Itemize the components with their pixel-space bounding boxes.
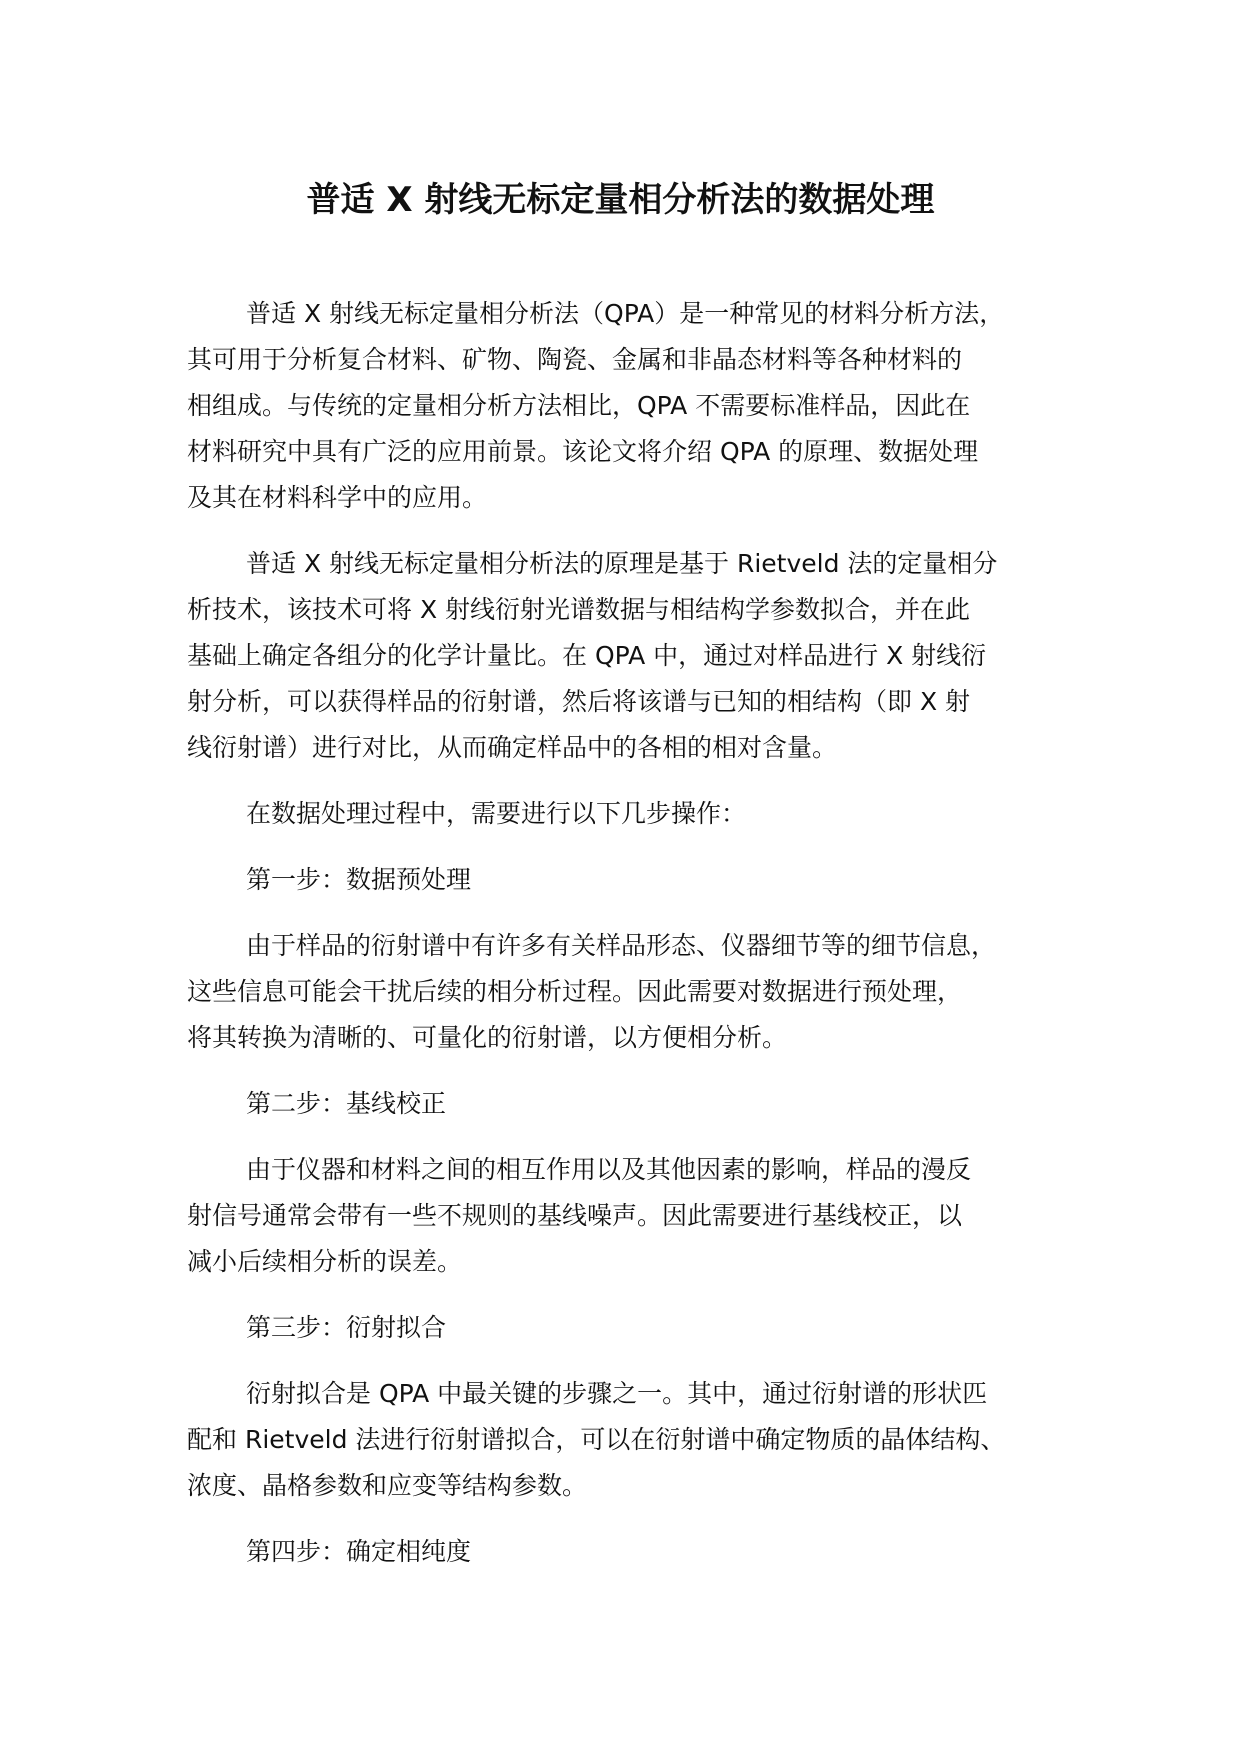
body-paragraph [187,1147,1077,1285]
step-heading [187,857,1077,903]
text-line: 将其转换为清晰的、可量化的衍射谱，以方便相分析。 [187,1023,788,1052]
text-line: 材料研究中具有广泛的应用前景。该论文将介绍 QPA 的原理、数据处理 [187,437,979,466]
text-line: 基础上确定各组分的化学计量比。在 QPA 中，通过对样品进行 X 射线衍 [187,641,987,670]
text-line: 普适 X 射线无标定量相分析法的原理是基于 Rietveld 法的定量相分 [246,549,998,578]
text-line: 减小后续相分析的误差。 [187,1247,463,1276]
text-line: 线衍射谱）进行对比，从而确定样品中的各相的相对含量。 [187,733,838,762]
text-line: 第四步：确定相纯度 [246,1537,472,1566]
step-heading [187,1529,1077,1575]
text-line: 相组成。与传统的定量相分析方法相比，QPA 不需要标准样品，因此在 [187,391,971,420]
text-line: 配和 Rietveld 法进行衍射谱拟合，可以在衍射谱中确定物质的晶体结构、 [187,1425,1006,1454]
text-line: 第一步：数据预处理 [246,865,472,894]
text-line: 射分析，可以获得样品的衍射谱，然后将该谱与已知的相结构（即 X 射 [187,687,971,716]
text-line: 及其在材料科学中的应用。 [187,483,488,512]
body-paragraph [187,791,1077,837]
step-heading [187,1305,1077,1351]
text-line: 析技术，该技术可将 X 射线衍射光谱数据与相结构学参数拟合，并在此 [187,595,971,624]
body-paragraph [187,291,1077,521]
text-line: 第三步：衍射拟合 [246,1313,447,1342]
text-line: 第二步：基线校正 [246,1089,447,1118]
body-paragraph [187,541,1077,771]
document-title: 普适 X 射线无标定量相分析法的数据处理 [306,180,935,220]
text-line: 由于样品的衍射谱中有许多有关样品形态、仪器细节等的细节信息， [246,931,997,960]
text-line: 其可用于分析复合材料、矿物、陶瓷、金属和非晶态材料等各种材料的 [187,345,963,374]
text-line: 在数据处理过程中，需要进行以下几步操作： [246,799,747,828]
text-line: 浓度、晶格参数和应变等结构参数。 [187,1471,588,1500]
text-line: 普适 X 射线无标定量相分析法（QPA）是一种常见的材料分析方法， [246,299,1005,328]
text-line: 由于仪器和材料之间的相互作用以及其他因素的影响，样品的漫反 [246,1155,972,1184]
text-line: 射信号通常会带有一些不规则的基线噪声。因此需要进行基线校正，以 [187,1201,963,1230]
document-body [187,291,1077,1595]
text-line: 这些信息可能会干扰后续的相分析过程。因此需要对数据进行预处理， [187,977,963,1006]
step-heading [187,1081,1077,1127]
text-line: 衍射拟合是 QPA 中最关键的步骤之一。其中，通过衍射谱的形状匹 [246,1379,988,1408]
body-paragraph [187,1371,1077,1509]
body-paragraph [187,923,1077,1061]
